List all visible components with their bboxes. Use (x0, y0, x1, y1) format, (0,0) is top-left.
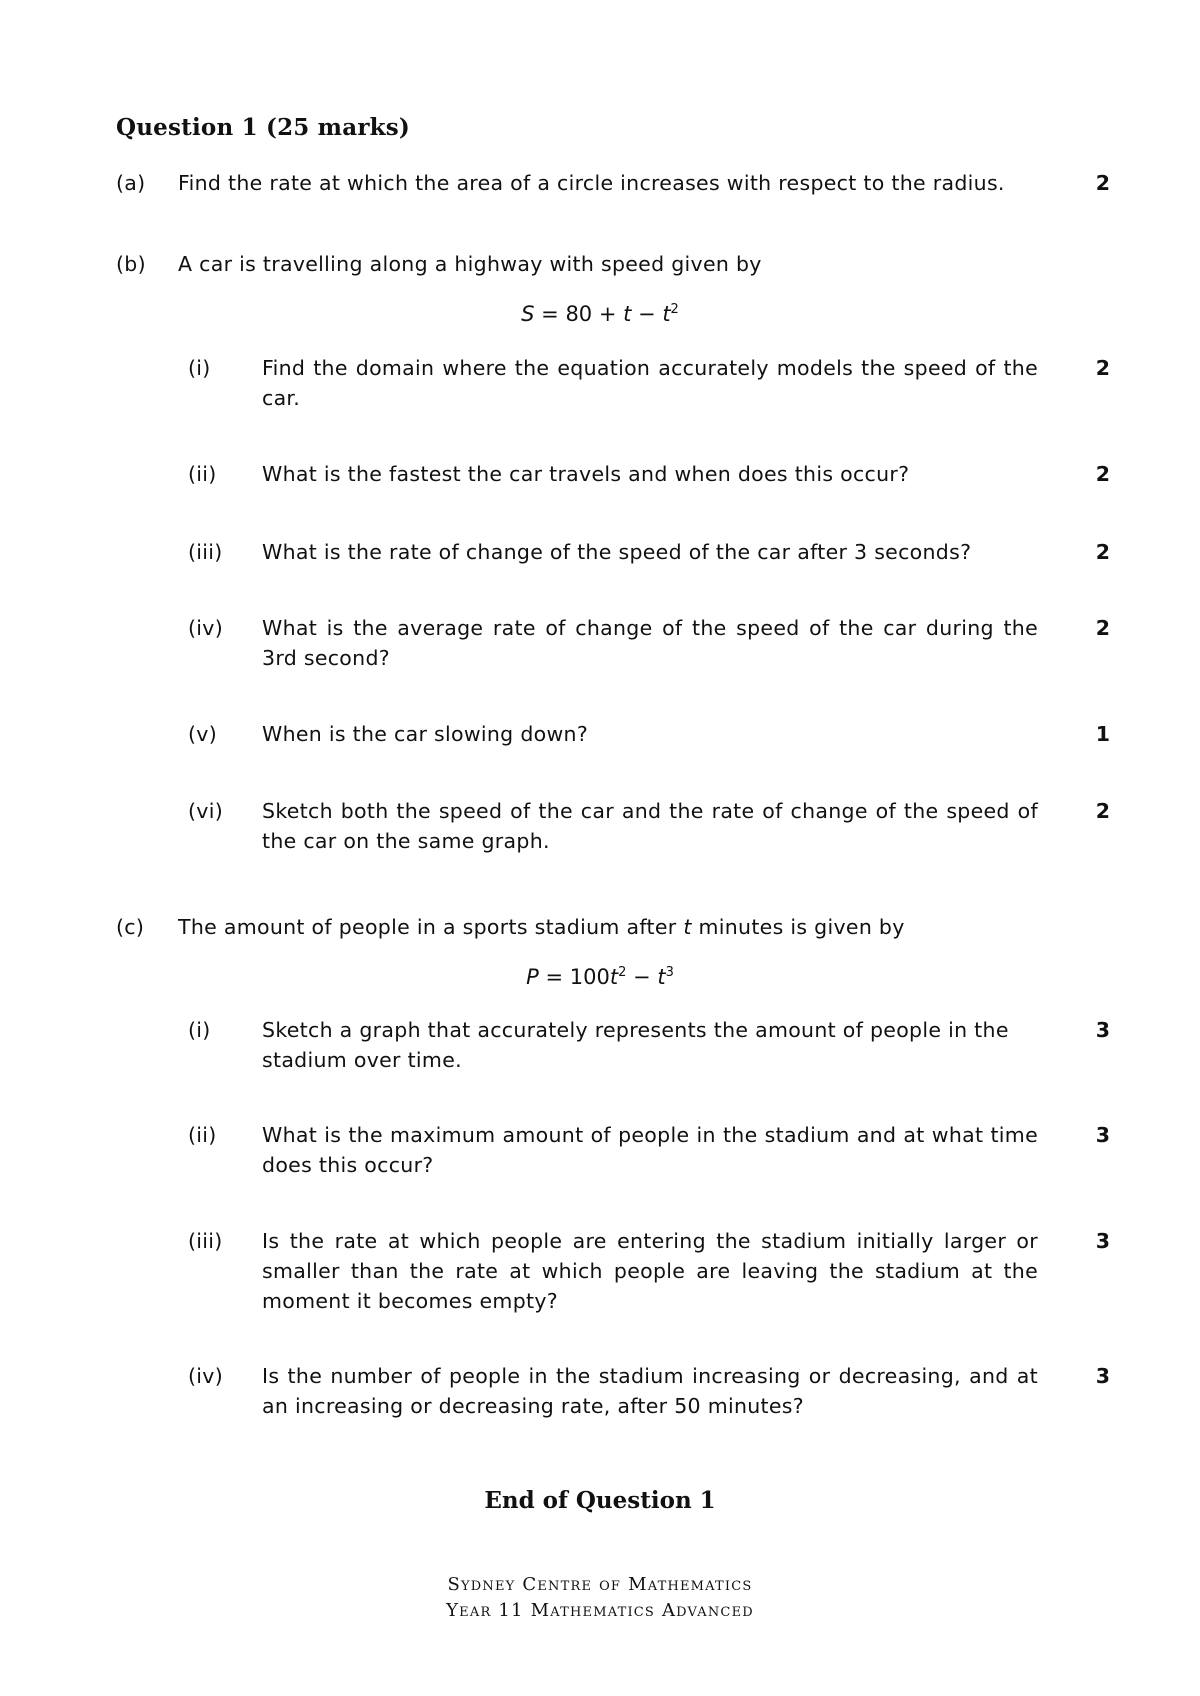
part-b-item-text: What is the average rate of change of the speed of the car during the 3rd second? (262, 616, 1038, 670)
end-of-question: End of Question 1 (484, 1487, 716, 1514)
part-b-item-label: (iii) (188, 540, 223, 564)
part-c-item-text: What is the maximum amount of people in the stadium and at what time does this occur? (262, 1123, 1038, 1177)
part-c-item-label: (ii) (188, 1123, 217, 1147)
equation-term: = 80 + (534, 302, 624, 326)
part-c-text-start: The amount of people in a sports stadium after (178, 915, 684, 939)
part-b-item-label: (vi) (188, 799, 224, 823)
part-b-item-label: (i) (188, 356, 211, 380)
equation-lhs: S (521, 302, 535, 326)
part-a-text: Find the rate at which the area of a circle increases with respect to the radius. (178, 171, 1005, 195)
part-c-text (178, 912, 1038, 942)
part-c-equation (0, 962, 1200, 992)
part-b-item-label: (ii) (188, 462, 217, 486)
part-c-item-marks: 3 (1095, 1018, 1110, 1042)
equation-var: t (662, 302, 671, 326)
footer-institution: Sydney Centre of Mathematics (447, 1574, 753, 1595)
part-b-item-text: When is the car slowing down? (262, 722, 589, 746)
question-title: Question 1 (25 marks) (116, 114, 411, 141)
part-b-item-label: (iv) (188, 616, 224, 640)
part-c-item-label: (i) (188, 1018, 211, 1042)
part-c-item-text: Is the rate at which people are entering the stadium initially larger or smaller than the rate at which people are leaving the stadium at the moment it becomes empty? (262, 1229, 1038, 1313)
equation-var: t (623, 302, 632, 326)
part-c-label: (c) (116, 915, 145, 939)
part-b-item-marks: 2 (1095, 616, 1110, 640)
part-c-item-label: (iv) (188, 1364, 224, 1388)
part-b-item-marks: 1 (1095, 722, 1110, 746)
part-c-item-text: Is the number of people in the stadium increasing or decreasing, and at an increasing or decreasing rate, after 50 minutes? (262, 1364, 1038, 1418)
part-c-text-end: minutes is given by (691, 915, 905, 939)
part-b-label: (b) (116, 252, 146, 276)
part-b-item-text: What is the rate of change of the speed of the car after 3 seconds? (262, 540, 972, 564)
equation-exponent: 2 (670, 302, 679, 317)
part-b-item-marks: 2 (1095, 462, 1110, 486)
part-c-item-marks: 3 (1095, 1229, 1110, 1253)
equation-var: t (657, 965, 666, 989)
equation-lhs: P (526, 965, 539, 989)
part-b-item-label: (v) (188, 722, 218, 746)
footer-course: Year 11 Mathematics Advanced (446, 1600, 754, 1621)
part-c-item-label: (iii) (188, 1229, 223, 1253)
part-a-label: (a) (116, 171, 146, 195)
part-b-item-text: Find the domain where the equation accurately models the speed of the car. (262, 356, 1038, 410)
part-a-marks: 2 (1095, 171, 1110, 195)
part-b-text: A car is travelling along a highway with speed given by (178, 252, 762, 276)
part-b-item-text: Sketch both the speed of the car and the rate of change of the speed of the car on the same graph. (262, 799, 1038, 853)
equation-term: − (631, 302, 663, 326)
equation-term: − (626, 965, 658, 989)
part-c-text-var: t (683, 915, 692, 939)
part-c-item-marks: 3 (1095, 1123, 1110, 1147)
part-c-item-text: Sketch a graph that accurately represents the amount of people in the stadium over time. (262, 1018, 1009, 1072)
equation-var: t (609, 965, 619, 989)
equation-term: = 100 (538, 965, 610, 989)
equation-exponent: 3 (665, 965, 674, 980)
part-b-item-marks: 2 (1095, 799, 1110, 823)
part-b-equation (0, 299, 1200, 329)
part-b-item-marks: 2 (1095, 540, 1110, 564)
part-b-item-text: What is the fastest the car travels and when does this occur? (262, 462, 910, 486)
part-c-item-marks: 3 (1095, 1364, 1110, 1388)
part-b-item-marks: 2 (1095, 356, 1110, 380)
equation-exponent: 2 (618, 965, 627, 980)
